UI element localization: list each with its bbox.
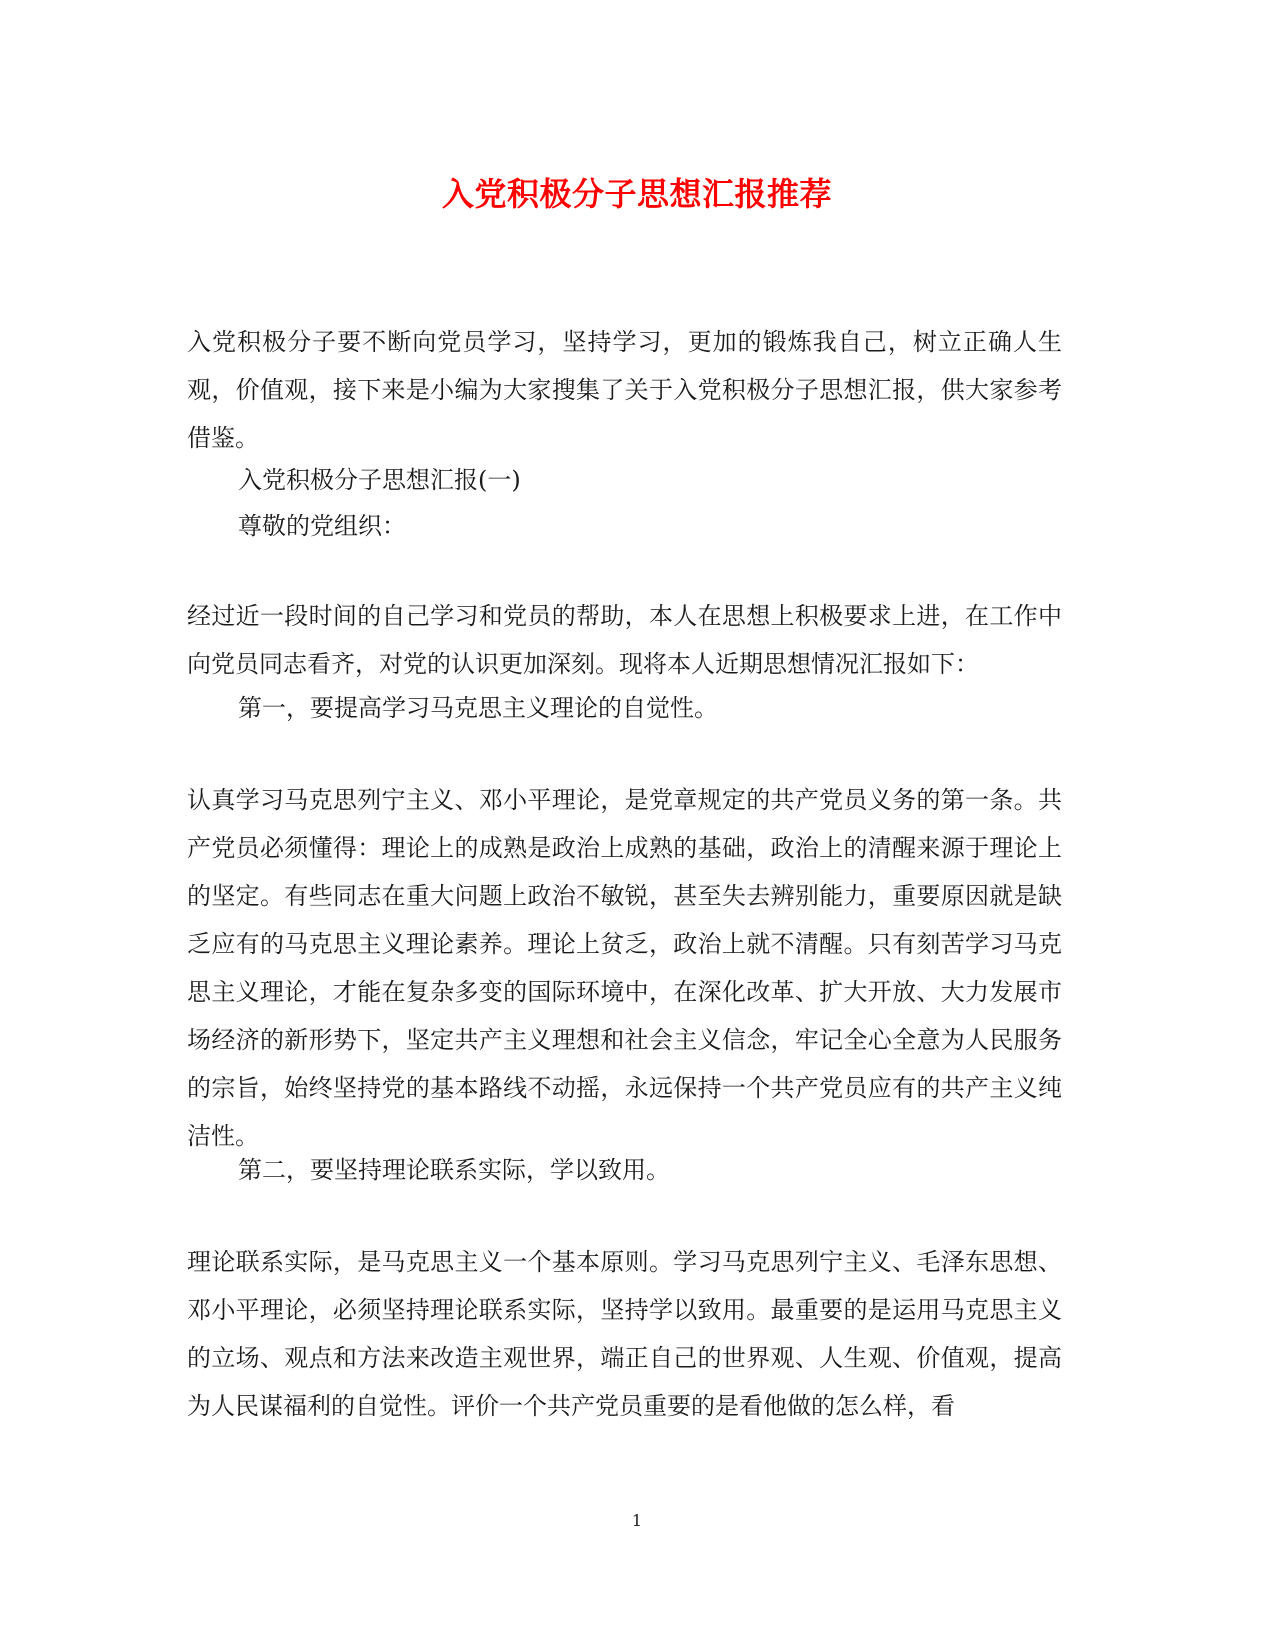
intro-paragraph: 入党积极分子要不断向党员学习，坚持学习，更加的锻炼我自己，树立正确人生观，价值观，接下来是小编为大家搜集了关于入党积极分子思想汇报，供大家参考借鉴。 (187, 328, 1062, 452)
salutation: 尊敬的党组织： (238, 512, 406, 540)
point1-heading: 第一，要提高学习马克思主义理论的自觉性。 (238, 694, 718, 722)
page-number: 1 (631, 1511, 643, 1530)
opening-paragraph: 经过近一段时间的自己学习和党员的帮助，本人在思想上积极要求上进，在工作中向党员同志看齐，对党的认识更加深刻。现将本人近期思想情况汇报如下： (187, 602, 1062, 678)
document-title: 入党积极分子思想汇报推荐 (441, 175, 832, 213)
point2-body: 理论联系实际，是马克思主义一个基本原则。学习马克思列宁主义、毛泽东思想、邓小平理论，必须坚持理论联系实际，坚持学以致用。最重要的是运用马克思主义的立场、观点和方法来改造主观世界，端正自己的世界观、人生观、价值观，提高为人民谋福利的自觉性。评价一个共产党员重要的是看他做的怎么样，看 (187, 1248, 1062, 1420)
report-heading: 入党积极分子思想汇报(一) (238, 466, 521, 494)
point2-heading: 第二，要坚持理论联系实际，学以致用。 (238, 1156, 670, 1184)
point1-body: 认真学习马克思列宁主义、邓小平理论，是党章规定的共产党员义务的第一条。共产党员必须懂得：理论上的成熟是政治上成熟的基础，政治上的清醒来源于理论上的坚定。有些同志在重大问题上政治不敏锐，甚至失去辨别能力，重要原因就是缺乏应有的马克思主义理论素养。理论上贫乏，政治上就不清醒。只有刻苦学习马克思主义理论，才能在复杂多变的国际环境中，在深化改革、扩大开放、大力发展市场经济的新形势下，坚定共产主义理想和社会主义信念，牢记全心全意为人民服务的宗旨，始终坚持党的基本路线不动摇，永远保持一个共产党员应有的共产主义纯洁性。 (187, 786, 1062, 1150)
